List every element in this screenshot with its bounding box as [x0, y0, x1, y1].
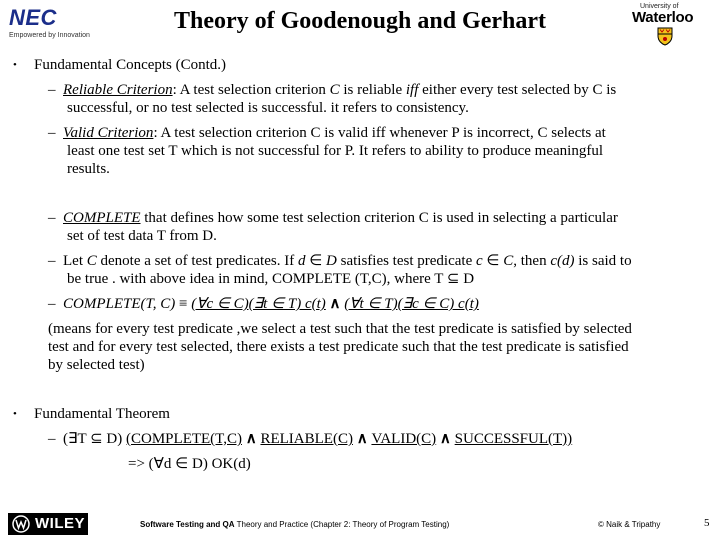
let-c-line1: [48, 252, 632, 270]
symbol-element: ∈: [305, 253, 327, 269]
symbol-element: ∈: [482, 253, 504, 269]
var-d: d: [297, 253, 306, 269]
complete-line1: [48, 209, 618, 227]
bullet-marker: •: [13, 408, 17, 420]
text-span: denote a set of test predicates. If: [96, 253, 298, 269]
nec-logo-text: NEC: [9, 5, 57, 30]
waterloo-logo-big: Waterloo: [632, 9, 694, 26]
means-line1: (means for every test predicate ,we select a test such that the test predicate is satisfied by selected: [48, 321, 632, 337]
var-c: C: [329, 82, 340, 98]
waterloo-logo-small: University of: [640, 3, 679, 10]
page-number: 5: [704, 517, 710, 529]
text-span: is reliable: [339, 82, 406, 98]
bullet-heading: Fundamental Theorem: [34, 406, 170, 422]
footer-book: [140, 520, 449, 530]
text-span: : A test selection criterion: [172, 82, 330, 98]
var-c-upper: C: [503, 253, 514, 269]
footer-copyright: © Naik & Tripathy: [598, 520, 661, 529]
theorem-successful: SUCCESSFUL(T)): [454, 431, 573, 447]
footer-book-subtitle: Theory and Practice (Chapter 2: Theory of Program Testing): [234, 520, 450, 529]
reliable-term: Reliable Criterion: [63, 82, 173, 98]
valid-criterion-line1: [48, 124, 606, 142]
shield-icon: [657, 27, 673, 46]
means-line3: by selected test): [48, 357, 145, 373]
dash: –: [48, 253, 56, 269]
var-c-upper: C: [86, 253, 97, 269]
var-cd: c(d): [550, 253, 575, 269]
theorem-lead: (∃T ⊆ D): [63, 431, 127, 447]
text-span: is said to: [574, 253, 632, 269]
wiley-emblem-icon: [11, 515, 31, 533]
wiley-text: WILEY: [35, 515, 85, 532]
formula-part1: (∀c ∈ C)(∃t ∈ T) c(t): [191, 296, 326, 312]
complete-term: COMPLETE: [63, 210, 141, 226]
symbol-and: ∧: [325, 296, 345, 312]
symbol-and: ∧: [352, 431, 372, 447]
var-d-upper: D: [326, 253, 337, 269]
complete-line2: set of test data T from D.: [67, 228, 217, 244]
text-span: either every test selected by C is: [418, 82, 617, 98]
symbol-equiv: ≡: [175, 296, 192, 312]
formula-lhs: COMPLETE(T, C): [63, 296, 176, 312]
formula-part2: (∀t ∈ T)(∃c ∈ C) c(t): [344, 296, 479, 312]
text-span: : A test selection criterion C is valid iff whenever P is incorrect, C selects at: [153, 125, 606, 141]
complete-formula: [48, 295, 479, 313]
text-span: satisfies test predicate: [336, 253, 476, 269]
var-c: c: [475, 253, 483, 269]
means-line2: test and for every test selected, there exists a test predicate such that the test predicate is satisfied: [48, 339, 629, 355]
let-c-line2: be true . with above idea in mind, COMPLETE (T,C), where T ⊆ D: [67, 271, 475, 287]
theorem-line1: [48, 430, 572, 448]
text-span: , then: [513, 253, 551, 269]
dash: –: [48, 296, 56, 312]
dash: –: [48, 431, 56, 447]
waterloo-logo: [632, 2, 698, 48]
theorem-valid: VALID(C): [371, 431, 437, 447]
valid-criterion-line3: results.: [67, 161, 110, 177]
text-span: Let: [63, 253, 87, 269]
theorem-reliable: RELIABLE(C): [260, 431, 353, 447]
text-span: that defines how some test selection criterion C is used in selecting a particular: [140, 210, 618, 226]
page-title: Theory of Goodenough and Gerhart: [173, 8, 547, 34]
symbol-and: ∧: [241, 431, 261, 447]
theorem-complete: (COMPLETE(T,C): [126, 431, 242, 447]
wiley-logo: [8, 513, 88, 535]
iff: iff: [405, 82, 419, 98]
theorem-line2: => (∀d ∈ D) OK(d): [128, 456, 251, 472]
bullet-heading: Fundamental Concepts (Contd.): [34, 57, 227, 73]
bullet-marker: •: [13, 59, 17, 71]
nec-tagline: Empowered by Innovation: [9, 32, 90, 39]
reliable-criterion-line2: successful, or no test selected is successful. it refers to consistency.: [67, 100, 469, 116]
dash: –: [48, 82, 56, 98]
symbol-and: ∧: [436, 431, 455, 447]
dash: –: [48, 210, 56, 226]
valid-term: Valid Criterion: [63, 125, 154, 141]
reliable-criterion-line1: [48, 81, 616, 99]
valid-criterion-line2: least one test set T which is not successful for P. It refers to ability to produce meaningful: [67, 143, 603, 159]
footer-book-title: Software Testing and QA: [140, 520, 235, 529]
dash: –: [48, 125, 56, 141]
